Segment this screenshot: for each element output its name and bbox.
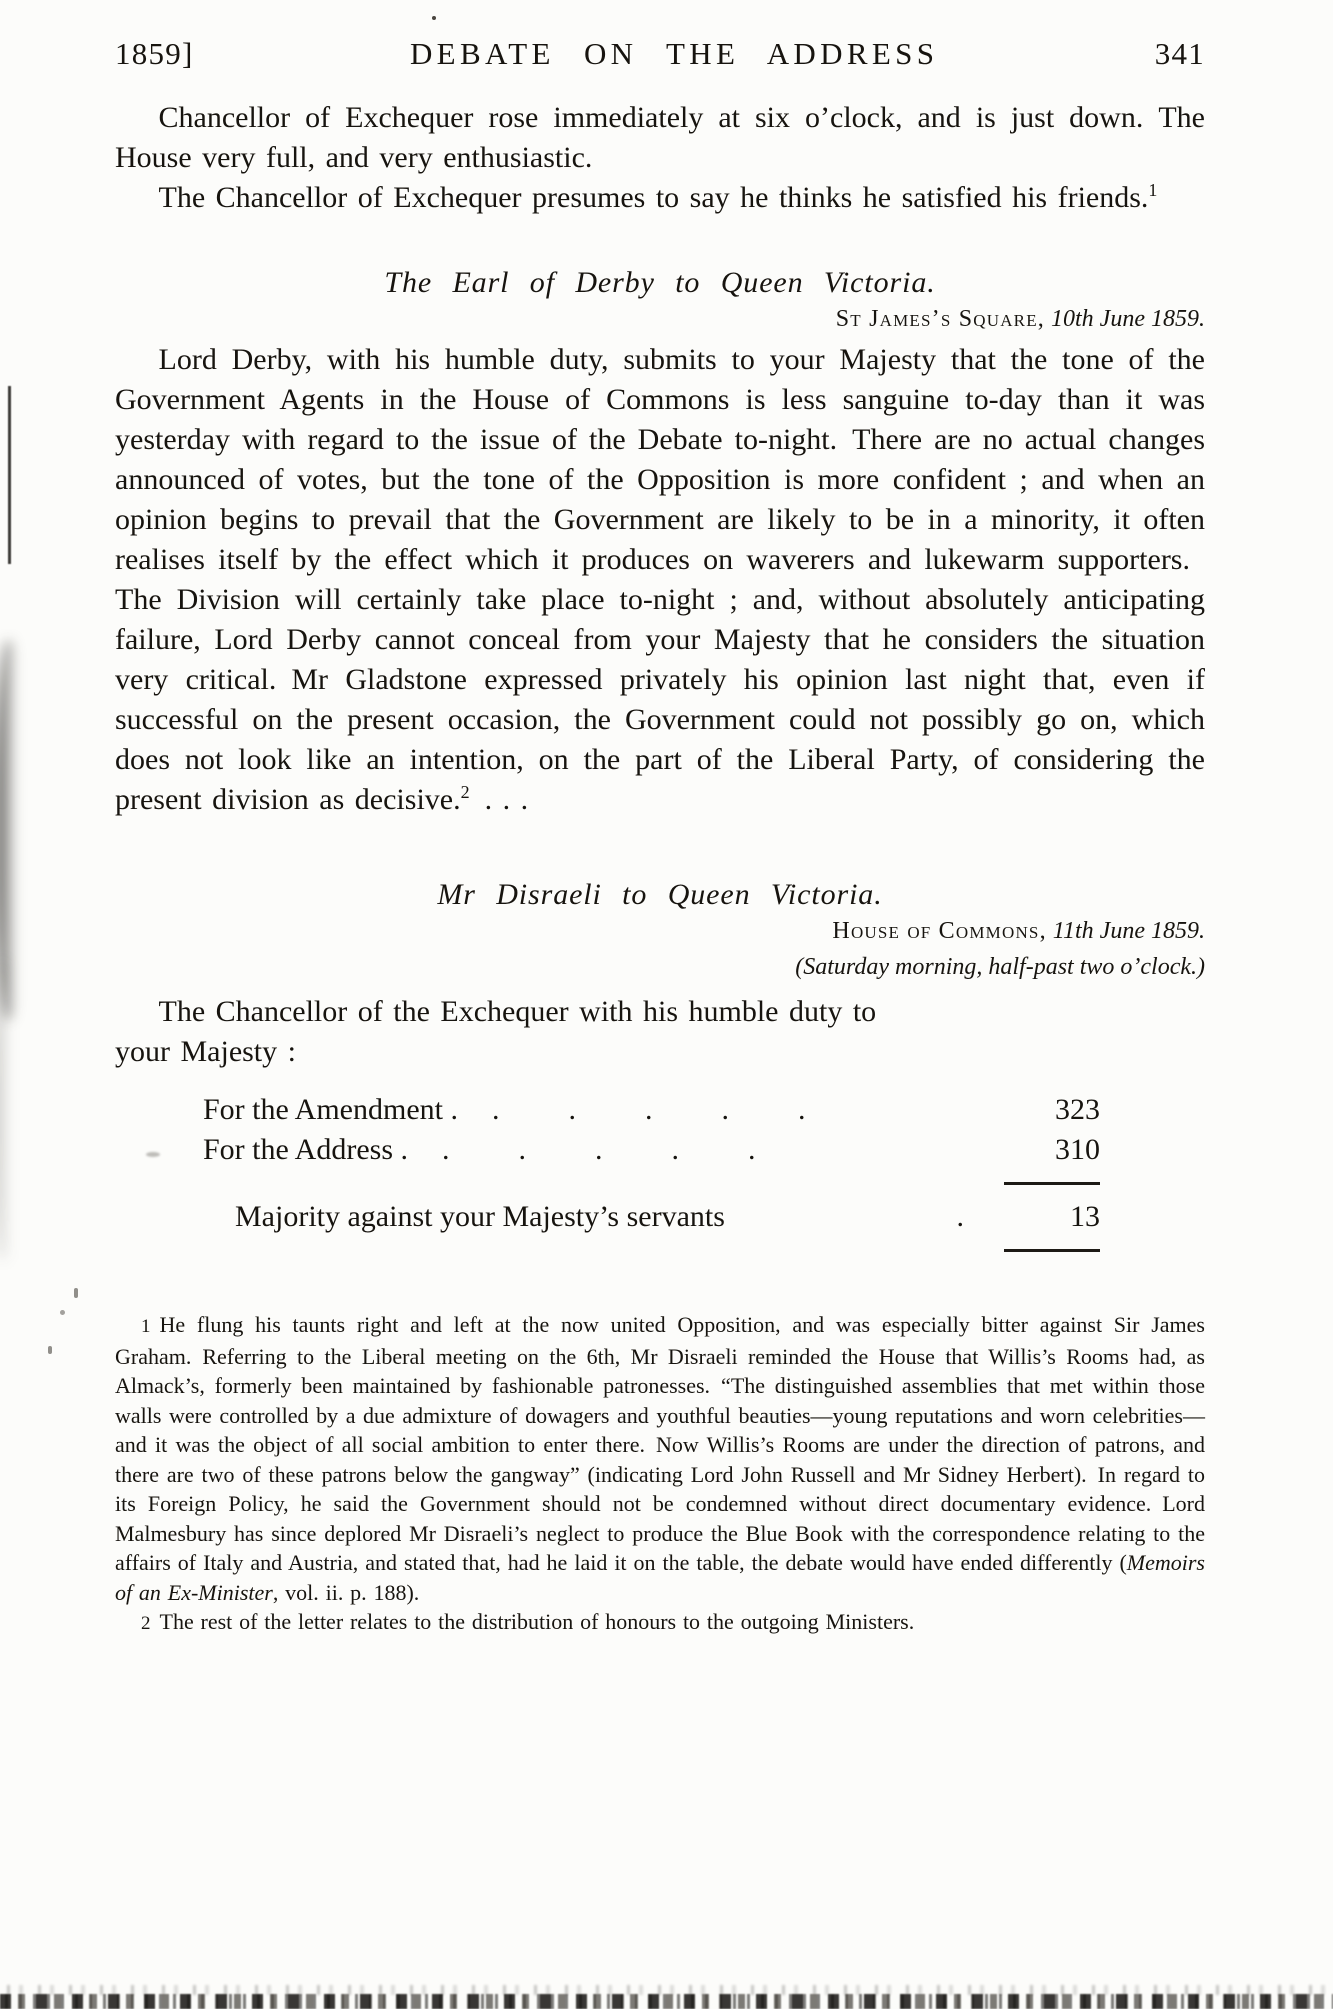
footnote-2-number: 2: [141, 1613, 151, 1634]
footnote-2: [115, 1607, 1205, 1639]
footnote-1-number: 1: [141, 1316, 151, 1337]
division-tally: [115, 1090, 1100, 1252]
dot-leader: .....: [491, 1093, 875, 1126]
tally-rule-top: [1004, 1182, 1100, 1185]
letter-disraeli-dateline-place: House of Commons,: [832, 918, 1047, 944]
letter-derby-body-text: Lord Derby, with his humble duty, submits to your Majesty that the tone of the Government Agents in the House of Commons is less sanguine to-day than it was yesterday with regard to the issue of the Debate to-night. There are no actual changes announced of votes, but the tone of the Opposition is more confident ; and when an opinion begins to prevail that the Government are likely to be in a minority, it often realises itself by the effect which it produces on waverers and lukewarm supporters. The Division will certainly take place to-night ; and, without absolutely anticipating failure, Lord Derby cannot conceal from your Majesty that he considers the situation very critical. Mr Gladstone expressed privately his opinion last night that, even if successful on the present occasion, the Government could not possibly go on, which does not look like an intention, on the part of the Liberal Party, of considering the present division as decisive.: [115, 343, 1205, 816]
tally-address-value: 310: [1055, 1133, 1100, 1166]
footnotes-section: [115, 1310, 1205, 1639]
tally-amendment-value: 323: [1055, 1093, 1100, 1126]
letter-disraeli-dateline-time: (Saturday morning, half-past two o’clock.): [795, 954, 1205, 980]
tally-rule-bottom: [1004, 1249, 1100, 1252]
intro-paragraph-2: [115, 178, 1205, 218]
tally-majority-value: 13: [1070, 1200, 1100, 1233]
letter-disraeli-body-line1: The Chancellor of the Exchequer with his humble duty to: [158, 995, 877, 1028]
letter-disraeli-dateline: [115, 916, 1205, 946]
letter-derby-dateline: [115, 304, 1205, 334]
footnote-2-text: The rest of the letter relates to the distribution of honours to the outgoing Ministers.: [159, 1609, 915, 1634]
letter-derby-dateline-date: 10th June 1859.: [1051, 306, 1205, 332]
intro-paragraph-2-text: The Chancellor of Exchequer presumes to say he thinks he satisfied his friends.: [158, 181, 1149, 214]
tally-majority-label: Majority against your Majesty’s servants: [235, 1200, 725, 1233]
intro-paragraph-1-text: Chancellor of Exchequer rose immediately at six o’clock, and is just down. The House very full, and very enthusiastic.: [115, 101, 1205, 174]
letter-derby-body: [115, 340, 1205, 820]
letter-derby-ellipsis: . . .: [469, 783, 529, 816]
letter-derby-dateline-place: St James’s Square,: [835, 306, 1046, 332]
footnote-1-text-after: , vol. ii. p. 188).: [272, 1579, 420, 1605]
running-head: [115, 36, 1205, 72]
letter-derby-heading: The Earl of Derby to Queen Victoria.: [384, 266, 936, 299]
tally-row-amendment: [115, 1090, 1100, 1130]
tally-amendment-label: For the Amendment .: [203, 1093, 458, 1126]
letter-disraeli-body: [115, 992, 1205, 1072]
tally-address-label: For the Address .: [203, 1133, 408, 1166]
intro-paragraph-1: [115, 98, 1205, 178]
tally-row-address: [115, 1130, 1100, 1170]
header-title: DEBATE ON THE ADDRESS: [409, 36, 939, 71]
letter-disraeli-heading: Mr Disraeli to Queen Victoria.: [437, 878, 883, 911]
letter-disraeli-dateline-date: 11th June 1859.: [1052, 918, 1205, 944]
scan-artifact-bottom-noise: [0, 1985, 1333, 1995]
footnote-1-book-title: Memoirs of an Ex-Minister: [115, 1550, 1205, 1605]
footnote-ref-2: 2: [460, 782, 470, 802]
footnote-ref-1: 1: [1148, 180, 1158, 200]
header-year: 1859]: [115, 36, 194, 71]
scan-artifact-bottom-edge: [0, 1994, 1333, 2009]
dot-leader: .....: [442, 1133, 825, 1166]
letter-disraeli-body-line2: your Majesty :: [115, 1035, 296, 1068]
header-page-number: 341: [1154, 36, 1205, 71]
tally-row-majority: [115, 1197, 1100, 1237]
dot-leader: .: [956, 1200, 964, 1233]
footnote-1-text: He flung his taunts right and left at the now united Opposition, and was especially bitter against Sir James Graham. Referring to the Liberal meeting on the 6th, Mr Disraeli reminded the House that Willis’s Rooms had, as Almack’s, formerly been maintained by fashionable patronesses. “The distinguished assemblies that met within those walls were controlled by a due admixture of dowagers and youthful beauties—young reputations and worn celebrities—and it was the object of all social ambition to enter there. Now Willis’s Rooms are under the direction of patrons, and there are two of these patrons below the gangway” (indicating Lord John Russell and Mr Sidney Herbert). In regard to its Foreign Policy, he said the Government should not be condemned without direct documentary evidence. Lord Malmesbury has since deplored Mr Disraeli’s neglect to produce the Blue Book with the correspondence relating to the affairs of Italy and Austria, and stated that, had he laid it on the table, the debate would have ended differently (: [115, 1312, 1205, 1575]
footnote-1: [115, 1310, 1205, 1607]
